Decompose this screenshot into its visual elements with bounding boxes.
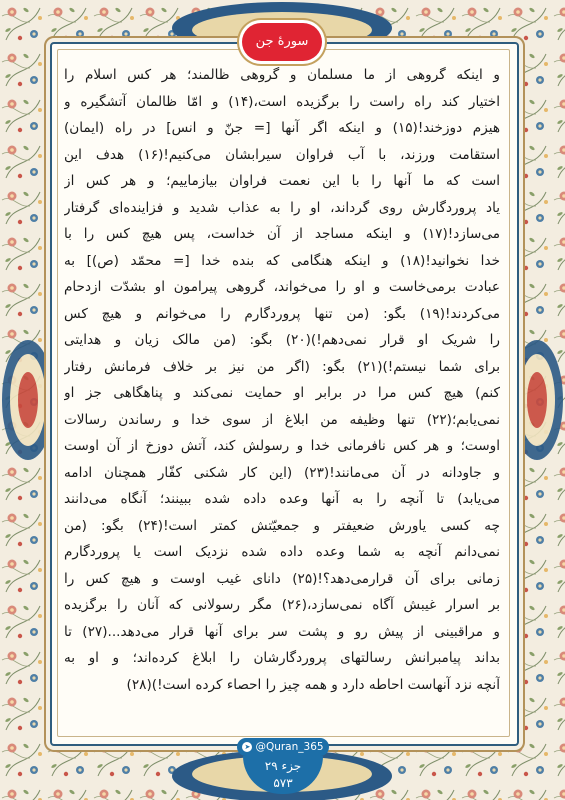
surah-title: سورهٔ جن bbox=[255, 34, 309, 49]
text-line: نمی‌یابم؛(۲۲) تنها وظیفه من ابلاغ از سوی خدا و رساندن رسالات bbox=[64, 411, 500, 428]
text-line: می‌سازد!(۱۷) و اینکه مساجد از آن خداست، پس هیچ کس را با bbox=[64, 226, 500, 242]
telegram-icon: ➤ bbox=[242, 742, 252, 752]
surah-title-badge bbox=[242, 23, 322, 61]
text-line: زمانی برای آن قرارمی‌دهد؟!(۲۵) دانای غیب اوست و هیچ کس را bbox=[64, 570, 500, 587]
text-line: استقامت ورزند، با آب فراوان سیرابشان می‌کنیم!(۱۶) هدف این bbox=[64, 146, 500, 163]
text-line: را شریک او قرار نمی‌دهم!)(۲۰) بگو: (من مالک زیان و هدایتی bbox=[64, 332, 500, 348]
juz-label: جزء ۲۹ bbox=[264, 759, 302, 773]
channel-handle-pill[interactable] bbox=[237, 738, 329, 756]
channel-handle: @Quran_365 bbox=[255, 741, 324, 753]
page-footer bbox=[237, 738, 329, 794]
text-line: و اینکه گروهی از ما مسلمان و گروهی ظالمند؛ هر کس اسلام را bbox=[64, 67, 500, 83]
text-line: اختیار کند راه راست را برگزیده است،(۱۴) و امّا ظالمان آتشگیره و bbox=[64, 93, 500, 110]
text-line: عبادت برمی‌خاست و او را می‌خواند، گروهی پیرامون او بشدّت ازدحام bbox=[64, 279, 500, 295]
page-number: ۵۷۳ bbox=[273, 776, 293, 790]
text-line: می‌کردند!(۱۹) بگو: (من تنها پروردگارم را می‌خوانم و هیچ کس bbox=[64, 305, 500, 322]
text-line: کنم) هیچ کس مرا در برابر او حمایت نمی‌کند و پناهگاهی جز او bbox=[64, 385, 500, 401]
text-line: و جاودانه در آن می‌مانند!(۲۳) (این کار شکنی کفّار همچنان ادامه bbox=[64, 464, 500, 481]
text-line: چه کسی یاورش ضعیفتر و جمعیّتش کمتر است!(۲۴) بگو: (من bbox=[64, 517, 500, 534]
text-line: اوست؛ و هر کس نافرمانی خدا و رسولش کند، آتش دوزخ از آن اوست bbox=[64, 438, 500, 454]
text-line: یاد پروردگارش روی گرداند، او را به عذاب شدید و فزاینده‌ای گرفتار bbox=[64, 199, 500, 216]
text-line: خدا نخوانید!(۱۸) و اینکه هنگامی که بنده خدا [= محمّد (ص)] به bbox=[64, 252, 500, 269]
text-line: برای شما نیستم!)(۲۱) بگو: (اگر من نیز بر خلاف فرمانش رفتار bbox=[64, 358, 500, 375]
text-line: آنچه نزد آنهاست احاطه دارد و همه چیز را احصاء کرده است!)(۲۸) bbox=[126, 676, 500, 693]
text-line: و مراقبینی از پیش رو و پشت سر برای آنها قرار می‌دهد...(۲۷) تا bbox=[64, 623, 500, 640]
text-line: هیزم دوزخند!(۱۵) و اینکه اگر آنها [= جنّ و انس] در راه (ایمان) bbox=[64, 120, 500, 136]
text-line: بر اسرار غیبش آگاه نمی‌سازد،(۲۶) مگر رسولانی که آنان را برگزیده bbox=[64, 597, 500, 613]
text-line: است که ما آنها را با این نعمت فراوان بیازماییم؛ و هر کس از bbox=[64, 173, 500, 189]
text-line: بداند پیامبرانش رسالتهای پروردگارشان را ابلاغ کرده‌اند؛ و او به bbox=[64, 650, 500, 666]
text-line: می‌یابد) تا آنچه را به آنها وعده داده شده ببینند؛ آنگاه می‌دانند bbox=[64, 491, 500, 507]
left-medallion bbox=[2, 340, 54, 460]
text-line: نمی‌دانم آنچه به شما وعده داده شده نزدیک است یا پروردگارم bbox=[64, 544, 500, 560]
juz-page-badge bbox=[243, 756, 323, 794]
translation-text bbox=[64, 62, 500, 730]
